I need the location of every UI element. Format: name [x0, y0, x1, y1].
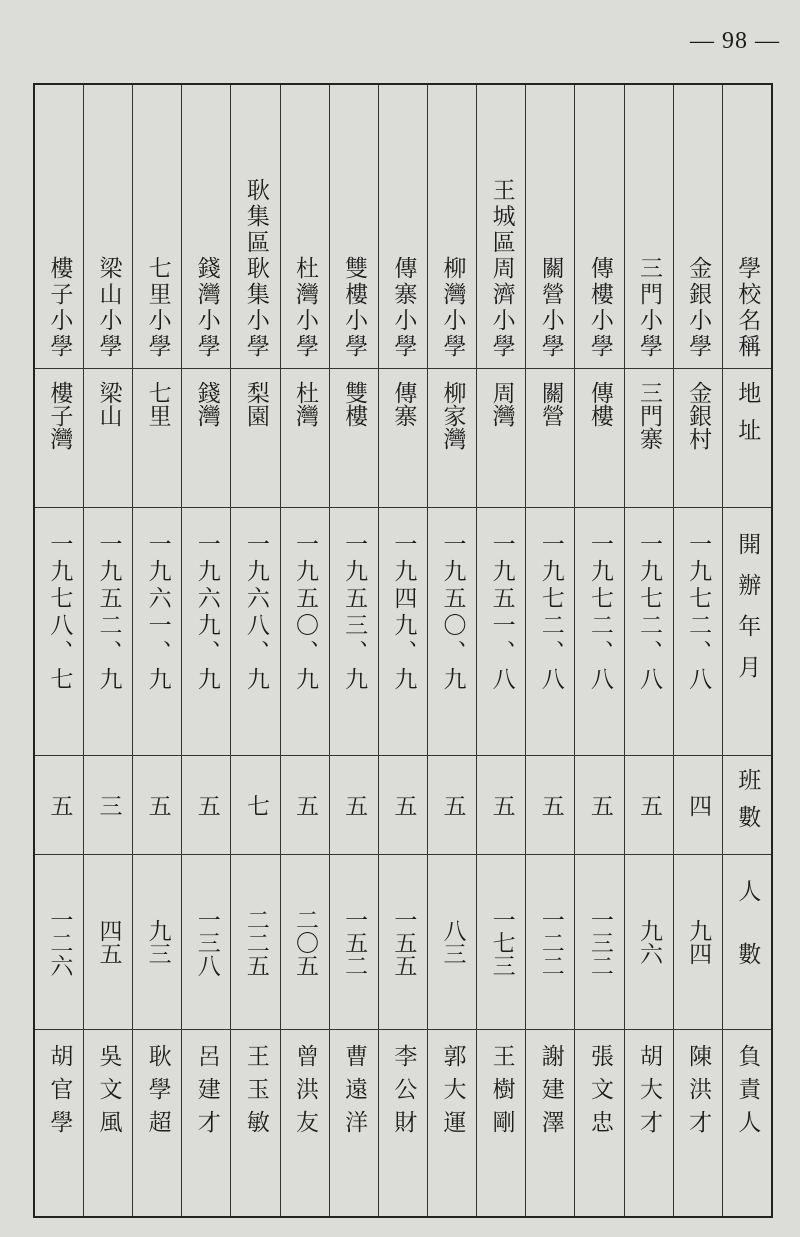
school-name: 金銀小學: [685, 256, 712, 360]
school-classes: 七: [242, 793, 269, 817]
school-name: 柳灣小學: [439, 256, 466, 360]
school-address: 傳寨: [390, 381, 417, 427]
school-students: 二二五: [242, 907, 269, 977]
school-founded: 一九七二、八: [636, 532, 663, 694]
school-principal: 陳洪才: [685, 1044, 712, 1143]
principal-cell: [575, 1030, 623, 1216]
header-classes: 班數: [734, 768, 761, 842]
address-cell: [35, 369, 83, 508]
school-address: 七里: [144, 381, 171, 427]
address-cell: [330, 369, 378, 508]
students-cell: [526, 855, 574, 1030]
address-cell: [428, 369, 476, 508]
school-founded: 一九七二、八: [537, 532, 564, 694]
school-name: 杜灣小學: [292, 256, 319, 360]
classes-cell: [182, 756, 230, 855]
school-principal: 曹遠洋: [341, 1044, 368, 1143]
school-address: 關營: [537, 381, 564, 427]
school-name: 傳樓小學: [586, 256, 613, 360]
students-cell: [133, 855, 181, 1030]
school-name: 傳寨小學: [390, 256, 417, 360]
school-students: 一五五: [390, 907, 417, 977]
name-cell: [674, 85, 722, 369]
founded-cell: [526, 508, 574, 756]
classes-cell: [674, 756, 722, 855]
students-cell: [625, 855, 673, 1030]
classes-cell: [231, 756, 279, 855]
school-principal: 郭大運: [439, 1044, 466, 1143]
founded-cell: [674, 508, 722, 756]
school-classes: 五: [292, 793, 319, 817]
students-cell: [674, 855, 722, 1030]
school-classes: 五: [341, 793, 368, 817]
founded-cell: [84, 508, 132, 756]
school-founded: 一九四九、九: [390, 532, 417, 694]
school-column: [230, 85, 279, 1216]
school-founded: 一九六一、九: [144, 532, 171, 694]
name-cell: [428, 85, 476, 369]
principal-cell: [182, 1030, 230, 1216]
school-column: [378, 85, 427, 1216]
header-principal: 負責人: [734, 1044, 761, 1143]
address-cell: [231, 369, 279, 508]
school-principal: 呂建才: [193, 1044, 220, 1143]
school-founded: 一九五二、九: [95, 532, 122, 694]
students-cell: [84, 855, 132, 1030]
students-cell: [35, 855, 83, 1030]
classes-cell: [330, 756, 378, 855]
school-principal: 張文忠: [586, 1044, 613, 1143]
school-address: 梁山: [95, 381, 122, 427]
page-number: — 98 —: [690, 28, 780, 54]
school-founded: 一九五一、八: [488, 532, 515, 694]
school-column: [280, 85, 329, 1216]
principal-cell: [133, 1030, 181, 1216]
classes-cell: [379, 756, 427, 855]
school-principal: 耿學超: [144, 1044, 171, 1143]
principal-cell: [428, 1030, 476, 1216]
school-name: 耿集區耿集小學: [242, 178, 269, 360]
school-principal: 王樹剛: [488, 1044, 515, 1143]
classes-cell: [526, 756, 574, 855]
name-cell: [330, 85, 378, 369]
school-classes: 五: [488, 793, 515, 817]
school-students: 一二二: [537, 907, 564, 977]
school-principal: 胡官學: [46, 1044, 73, 1143]
school-address: 錢灣: [193, 381, 220, 427]
students-cell: [428, 855, 476, 1030]
school-students: 一三二: [586, 907, 613, 977]
classes-cell: [35, 756, 83, 855]
classes-cell: [133, 756, 181, 855]
school-name: 三門小學: [636, 256, 663, 360]
school-students: 九三: [144, 919, 171, 965]
school-principal: 李公財: [390, 1044, 417, 1143]
name-cell: [133, 85, 181, 369]
school-column: [673, 85, 722, 1216]
principal-cell: [231, 1030, 279, 1216]
header-cell: [723, 85, 771, 369]
principal-cell: [84, 1030, 132, 1216]
students-cell: [330, 855, 378, 1030]
address-cell: [526, 369, 574, 508]
school-founded: 一九六八、九: [242, 532, 269, 694]
principal-cell: [526, 1030, 574, 1216]
school-column: [132, 85, 181, 1216]
school-principal: 曾洪友: [292, 1044, 319, 1143]
school-classes: 五: [144, 793, 171, 817]
school-students: 一五二: [341, 907, 368, 977]
school-name: 雙樓小學: [341, 256, 368, 360]
school-students: 四五: [95, 919, 122, 965]
school-classes: 五: [46, 793, 73, 817]
school-address: 傳樓: [586, 381, 613, 427]
address-cell: [575, 369, 623, 508]
school-classes: 五: [390, 793, 417, 817]
founded-cell: [379, 508, 427, 756]
name-cell: [182, 85, 230, 369]
school-students: 一二六: [46, 907, 73, 977]
school-principal: 謝建澤: [537, 1044, 564, 1143]
founded-cell: [133, 508, 181, 756]
founded-cell: [625, 508, 673, 756]
school-students: 一七三: [488, 907, 515, 977]
school-column: [35, 85, 83, 1216]
school-students: 九四: [685, 919, 712, 965]
header-cell: [723, 369, 771, 508]
principal-cell: [477, 1030, 525, 1216]
school-students: 八三: [439, 919, 466, 965]
address-cell: [182, 369, 230, 508]
school-column: [476, 85, 525, 1216]
founded-cell: [281, 508, 329, 756]
founded-cell: [35, 508, 83, 756]
header-founded: 開辦年月: [734, 532, 761, 696]
school-name: 王城區周濟小學: [488, 178, 515, 360]
school-founded: 一九五〇、九: [439, 532, 466, 694]
founded-cell: [231, 508, 279, 756]
school-principal: 王玉敏: [242, 1044, 269, 1143]
classes-cell: [281, 756, 329, 855]
school-founded: 一九七八、七: [46, 532, 73, 694]
principal-cell: [281, 1030, 329, 1216]
school-name: 關營小學: [537, 256, 564, 360]
school-column: [329, 85, 378, 1216]
founded-cell: [575, 508, 623, 756]
principal-cell: [330, 1030, 378, 1216]
address-cell: [625, 369, 673, 508]
header-cell: [723, 1030, 771, 1216]
school-founded: 一九七二、八: [586, 532, 613, 694]
classes-cell: [428, 756, 476, 855]
founded-cell: [182, 508, 230, 756]
name-cell: [526, 85, 574, 369]
principal-cell: [674, 1030, 722, 1216]
name-cell: [281, 85, 329, 369]
founded-cell: [330, 508, 378, 756]
principal-cell: [379, 1030, 427, 1216]
school-column: [181, 85, 230, 1216]
name-cell: [35, 85, 83, 369]
name-cell: [231, 85, 279, 369]
school-column: [427, 85, 476, 1216]
school-name: 七里小學: [144, 256, 171, 360]
school-classes: 五: [193, 793, 220, 817]
school-classes: 五: [586, 793, 613, 817]
principal-cell: [625, 1030, 673, 1216]
principal-cell: [35, 1030, 83, 1216]
school-column: [574, 85, 623, 1216]
name-cell: [575, 85, 623, 369]
school-students: 二〇五: [292, 907, 319, 977]
header-school-name: 學校名稱: [734, 256, 761, 360]
school-address: 樓子灣: [46, 381, 73, 450]
header-column: [722, 85, 771, 1216]
header-cell: [723, 756, 771, 855]
school-classes: 五: [537, 793, 564, 817]
school-address: 梨園: [242, 381, 269, 427]
school-students: 一三八: [193, 907, 220, 977]
school-address: 杜灣: [292, 381, 319, 427]
address-cell: [133, 369, 181, 508]
school-founded: 一九六九、九: [193, 532, 220, 694]
school-column: [83, 85, 132, 1216]
header-address: 地址: [734, 381, 761, 455]
school-address: 柳家灣: [439, 381, 466, 450]
students-cell: [231, 855, 279, 1030]
school-founded: 一九五三、九: [341, 532, 368, 694]
school-name: 梁山小學: [95, 256, 122, 360]
name-cell: [379, 85, 427, 369]
school-name: 樓子小學: [46, 256, 73, 360]
classes-cell: [477, 756, 525, 855]
students-cell: [281, 855, 329, 1030]
school-name: 錢灣小學: [193, 256, 220, 360]
header-cell: [723, 508, 771, 756]
name-cell: [625, 85, 673, 369]
address-cell: [674, 369, 722, 508]
school-students: 九六: [636, 919, 663, 965]
school-column: [624, 85, 673, 1216]
school-classes: 五: [636, 793, 663, 817]
school-address: 雙樓: [341, 381, 368, 427]
school-founded: 一九七二、八: [685, 532, 712, 694]
school-principal: 胡大才: [636, 1044, 663, 1143]
classes-cell: [625, 756, 673, 855]
students-cell: [575, 855, 623, 1030]
school-classes: 三: [95, 793, 122, 817]
classes-cell: [575, 756, 623, 855]
address-cell: [281, 369, 329, 508]
students-cell: [379, 855, 427, 1030]
school-address: 周灣: [488, 381, 515, 427]
students-cell: [477, 855, 525, 1030]
header-students: 人數: [734, 879, 761, 1005]
school-table: [33, 83, 773, 1218]
name-cell: [84, 85, 132, 369]
school-address: 金銀村: [685, 381, 712, 450]
school-address: 三門寨: [636, 381, 663, 450]
school-classes: 五: [439, 793, 466, 817]
founded-cell: [428, 508, 476, 756]
school-principal: 吳文風: [95, 1044, 122, 1143]
name-cell: [477, 85, 525, 369]
address-cell: [84, 369, 132, 508]
school-classes: 四: [685, 793, 712, 817]
header-cell: [723, 855, 771, 1030]
students-cell: [182, 855, 230, 1030]
address-cell: [477, 369, 525, 508]
address-cell: [379, 369, 427, 508]
founded-cell: [477, 508, 525, 756]
school-column: [525, 85, 574, 1216]
classes-cell: [84, 756, 132, 855]
school-founded: 一九五〇、九: [292, 532, 319, 694]
